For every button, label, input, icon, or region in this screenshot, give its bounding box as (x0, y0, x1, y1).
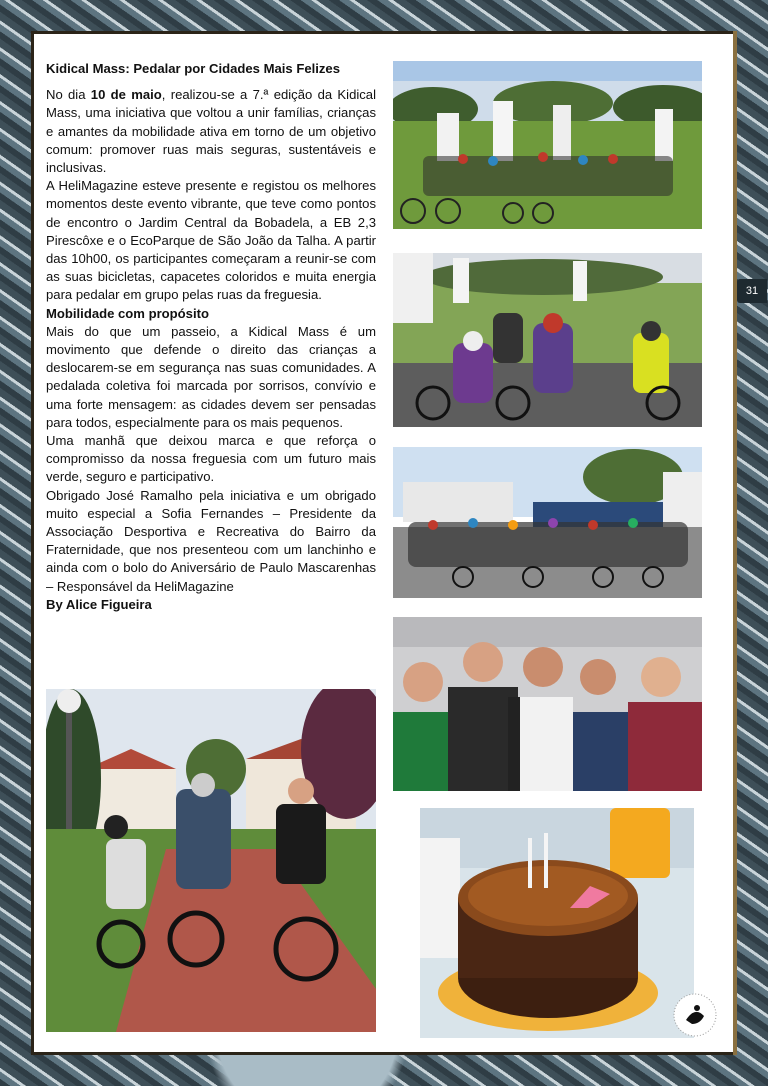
event-date: 10 de maio (90, 87, 162, 103)
article-title: Kidical Mass: Pedalar por Cidades Mais Felizes (46, 61, 340, 76)
subheading: Mobilidade com propósito (46, 305, 209, 321)
paragraph-thanks: Obrigado José Ramalho pela iniciativa e um obrigado muito especial a Sofia Fernandes – Presidente da Associação Desportiva e Recreativa do Bairro da Fraternidade, que nos presenteou com um lanchinho e ainda com o bolo do Aniversário de Paulo Mascarenhas – Responsável da HeliMagazine (46, 487, 376, 594)
paragraph-intro: No dia 10 de maio, realizou-se a 7.ª edição da Kidical Mass, uma iniciativa que voltou a unir famílias, crianças e amantes da mobilidade ativa em torno de um objetivo comum: promover ruas mais seguras, sustentáveis e inclusivas. (46, 87, 376, 176)
photo-group-portrait (393, 617, 702, 791)
photo-birthday-cake (420, 808, 694, 1038)
byline: By Alice Figueira (46, 596, 152, 612)
paragraph-movement: Mais do que um passeio, a Kidical Mass é um movimento que defende o direito das crianças a deslocarem-se em segurança nas suas comunidades. A pedalada coletiva foi marcada por sorrisos, convívio e uma forte mensagem: as cidades devem ser pensadas para todos, especialmente para os mais pequenos. (46, 323, 376, 430)
photo-park-group (393, 61, 702, 229)
magazine-logo (672, 992, 718, 1038)
photo-family-bikes (46, 689, 376, 1032)
paragraph-helimagazine: A HeliMagazine esteve presente e registou os melhores momentos deste evento vibrante, que teve como pontos de encontro o Jardim Central da Bobadela, a EB 2,3 Pirescôxe e o EcoParque de São João da Talha. A partir das 10h00, os participantes começaram a reunir-se com as suas bicicletas, capacetes coloridos e muita energia para pedalar em grupo pelas ruas da freguesia. (46, 178, 376, 303)
page-number: 31 (737, 279, 767, 303)
photo-kids-cycling (393, 253, 702, 427)
article-body (46, 60, 376, 614)
paragraph-commitment: Uma manhã que deixou marca e que reforça o compromisso da nossa freguesia com um futuro mais verde, seguro e participativo. (46, 433, 376, 485)
photo-school-group (393, 447, 702, 598)
